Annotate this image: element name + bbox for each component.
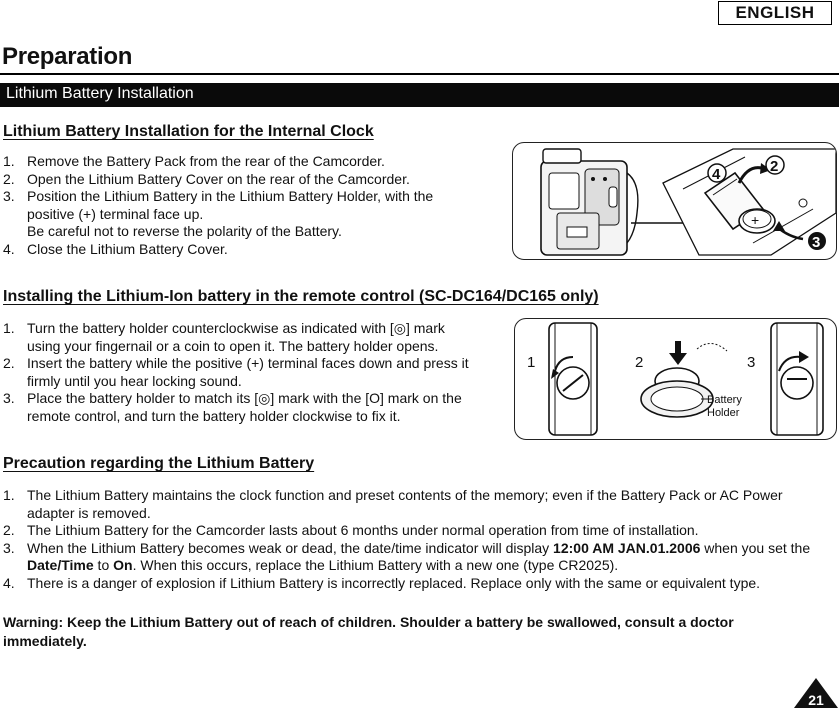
- page-number-badge: [794, 678, 838, 708]
- item-text-a: When the Lithium Battery becomes weak or dead, the date/time indicator will display: [27, 539, 554, 556]
- item-number: 1.: [3, 153, 15, 169]
- section3-heading: Precaution regarding the Lithium Battery: [3, 455, 315, 472]
- list-item: [3, 575, 839, 593]
- item-bold-time: 12:00 AM JAN.01.2006: [553, 539, 701, 556]
- list-item: [3, 522, 839, 540]
- page-title: Preparation: [2, 43, 133, 70]
- step3-label: 3: [747, 354, 756, 371]
- item-number: 2.: [3, 170, 15, 187]
- step2-label: 2: [635, 354, 644, 371]
- item-text: Close the Lithium Battery Cover.: [27, 240, 228, 257]
- item-text: There is a danger of explosion if Lithium Battery is incorrectly replaced. Replace only with the same or equivalent type.: [27, 574, 761, 591]
- item-number: 3.: [3, 390, 15, 406]
- item-note: Be careful not to reverse the polarity of the Battery.: [27, 223, 342, 239]
- item-text: Remove the Battery Pack from the rear of the Camcorder.: [27, 153, 385, 169]
- list-item: [3, 355, 501, 390]
- section2-heading: Installing the Lithium-Ion battery in the remote control (SC-DC164/DC165 only): [3, 288, 599, 305]
- camcorder-battery-figure: [512, 142, 837, 260]
- page-number: 21: [808, 692, 824, 708]
- holder-label-line2: Holder: [707, 407, 740, 419]
- list-item: [3, 390, 501, 425]
- remote-battery-figure: [514, 318, 837, 440]
- item-text: Position the Lithium Battery in the Lithium Battery Holder, with the positive (+) terminal face up.: [27, 188, 434, 222]
- language-badge: ENGLISH: [718, 1, 832, 25]
- item-number: 3.: [3, 539, 15, 556]
- list-item: [3, 153, 493, 171]
- item-text: Insert the battery while the positive (+) terminal faces down and press it firmly until you hear locking sound.: [27, 355, 469, 389]
- warning-text: Warning: Keep the Lithium Battery out of reach of children. Shoulder a battery be swallowed, consult a doctor immediately.: [3, 614, 734, 649]
- item-text: Open the Lithium Battery Cover on the rear of the Camcorder.: [27, 170, 410, 187]
- section1-list: [3, 153, 493, 258]
- item-text-b: when you set the: [700, 539, 811, 556]
- callout-3: 3: [812, 234, 821, 251]
- list-item: [3, 241, 493, 259]
- item-text-d: . When this occurs, replace the Lithium Battery with a new one (type CR2025).: [132, 557, 619, 573]
- item-number: 4.: [3, 240, 15, 257]
- step1-label: 1: [527, 354, 536, 371]
- list-item: [3, 188, 472, 241]
- list-item: [3, 171, 493, 189]
- item-number: 4.: [3, 574, 15, 591]
- section3-list: [3, 487, 839, 592]
- item-number: 1.: [3, 320, 15, 336]
- item-text: The Lithium Battery for the Camcorder lasts about 6 months under normal operation from time of installation.: [27, 522, 699, 538]
- section1-heading: Lithium Battery Installation for the Internal Clock: [3, 123, 374, 140]
- item-text: Place the battery holder to match its [◎] mark with the [O] mark on the remote control, and turn the battery holder clockwise to fix it.: [27, 390, 462, 424]
- item-number: 1.: [3, 487, 15, 503]
- camcorder-illustration: [513, 143, 836, 259]
- section2-list: [3, 320, 501, 425]
- title-divider: [0, 73, 839, 75]
- remote-illustration: [515, 319, 836, 439]
- section-bar: [0, 83, 839, 107]
- item-bold-on: On: [113, 557, 133, 573]
- item-text: Turn the battery holder counterclockwise as indicated with [◎] mark using your fingernail or a coin to open it. The battery holder opens.: [27, 320, 445, 354]
- list-item: [3, 320, 482, 355]
- svg-text:+: +: [751, 212, 760, 228]
- item-number: 2.: [3, 355, 15, 371]
- callout-4: 4: [712, 166, 721, 183]
- item-bold-datetime: Date/Time: [27, 557, 94, 573]
- callout-2: 2: [770, 158, 779, 175]
- list-item: [3, 487, 817, 522]
- section-bar-label: Lithium Battery Installation: [6, 85, 194, 102]
- item-number: 2.: [3, 522, 15, 538]
- item-number: 3.: [3, 188, 15, 204]
- item-text-c: to: [93, 557, 114, 573]
- item-text: The Lithium Battery maintains the clock function and preset contents of the memory; even if the Battery Pack or AC Power adapter is removed.: [27, 487, 783, 521]
- holder-label-line1: Battery: [707, 394, 742, 406]
- list-item: [3, 540, 835, 575]
